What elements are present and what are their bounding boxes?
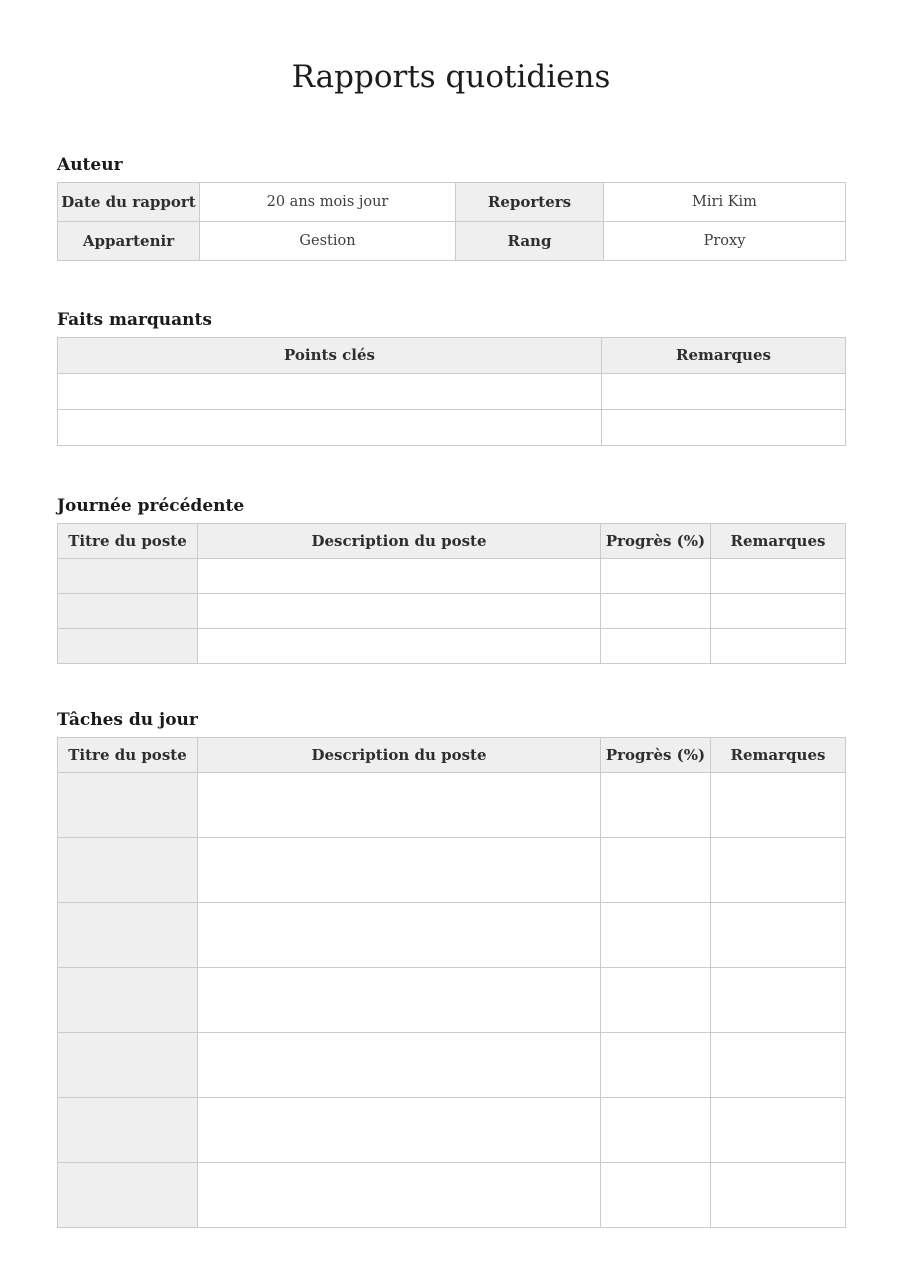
cell-progress[interactable] — [601, 1098, 711, 1163]
col-header-job-title: Titre du poste — [58, 738, 198, 773]
col-header-job-description: Description du poste — [198, 524, 601, 559]
field-label-belong: Appartenir — [58, 221, 200, 260]
cell-progress[interactable] — [601, 629, 711, 664]
col-header-progress: Progrès (%) — [601, 738, 711, 773]
previous-day-table — [57, 523, 846, 664]
cell-progress[interactable] — [601, 559, 711, 594]
col-header-progress: Progrès (%) — [601, 524, 711, 559]
today-tasks-table — [57, 737, 846, 1228]
page-title: Rapports quotidiens — [291, 59, 611, 95]
cell-job-description[interactable] — [198, 903, 601, 968]
col-header-job-title: Titre du poste — [58, 524, 198, 559]
table-row — [58, 559, 846, 594]
cell-progress[interactable] — [601, 903, 711, 968]
cell-progress[interactable] — [601, 1033, 711, 1098]
cell-progress[interactable] — [601, 968, 711, 1033]
cell-job-title[interactable] — [58, 968, 198, 1033]
cell-remarks[interactable] — [602, 409, 846, 445]
cell-job-title[interactable] — [58, 559, 198, 594]
cell-job-title[interactable] — [58, 838, 198, 903]
author-table — [57, 182, 846, 261]
cell-key-points[interactable] — [58, 373, 602, 409]
cell-job-title[interactable] — [58, 1163, 198, 1228]
col-header-key-points: Points clés — [58, 337, 602, 373]
cell-remarks[interactable] — [711, 773, 846, 838]
highlights-table — [57, 337, 846, 446]
section-today-tasks — [57, 709, 845, 1228]
table-row — [58, 773, 846, 838]
cell-job-description[interactable] — [198, 773, 601, 838]
table-header-row — [58, 337, 846, 373]
cell-remarks[interactable] — [711, 968, 846, 1033]
cell-remarks[interactable] — [711, 594, 846, 629]
field-value-belong[interactable]: Gestion — [200, 221, 456, 260]
field-label-reporters: Reporters — [456, 182, 604, 221]
cell-job-title[interactable] — [58, 629, 198, 664]
table-row — [58, 1098, 846, 1163]
report-page — [57, 0, 845, 1228]
table-row — [58, 221, 846, 260]
cell-key-points[interactable] — [58, 409, 602, 445]
cell-remarks[interactable] — [711, 629, 846, 664]
section-highlights — [57, 309, 845, 446]
section-label-today-tasks: Tâches du jour — [57, 710, 198, 731]
cell-job-title[interactable] — [58, 594, 198, 629]
cell-remarks[interactable] — [711, 559, 846, 594]
field-label-report-date: Date du rapport — [58, 182, 200, 221]
cell-job-description[interactable] — [198, 559, 601, 594]
field-value-reporters[interactable]: Miri Kim — [604, 182, 846, 221]
field-label-rank: Rang — [456, 221, 604, 260]
section-previous-day — [57, 495, 845, 664]
table-row — [58, 629, 846, 664]
cell-progress[interactable] — [601, 1163, 711, 1228]
cell-progress[interactable] — [601, 838, 711, 903]
field-value-report-date[interactable]: 20 ans mois jour — [200, 182, 456, 221]
cell-job-title[interactable] — [58, 1098, 198, 1163]
table-row — [58, 838, 846, 903]
table-row — [58, 903, 846, 968]
cell-progress[interactable] — [601, 594, 711, 629]
cell-job-description[interactable] — [198, 838, 601, 903]
field-value-rank[interactable]: Proxy — [604, 221, 846, 260]
cell-job-description[interactable] — [198, 1033, 601, 1098]
section-label-author: Auteur — [57, 154, 123, 175]
cell-remarks[interactable] — [711, 1163, 846, 1228]
col-header-remarks: Remarques — [602, 337, 846, 373]
table-row — [58, 409, 846, 445]
section-label-previous-day: Journée précédente — [57, 495, 245, 516]
table-row — [58, 1163, 846, 1228]
table-row — [58, 182, 846, 221]
section-author — [57, 154, 845, 261]
cell-job-title[interactable] — [58, 773, 198, 838]
cell-job-description[interactable] — [198, 594, 601, 629]
cell-remarks[interactable] — [711, 903, 846, 968]
cell-job-title[interactable] — [58, 903, 198, 968]
cell-job-description[interactable] — [198, 968, 601, 1033]
cell-remarks[interactable] — [602, 373, 846, 409]
cell-remarks[interactable] — [711, 838, 846, 903]
table-row — [58, 1033, 846, 1098]
table-row — [58, 373, 846, 409]
cell-job-description[interactable] — [198, 629, 601, 664]
cell-remarks[interactable] — [711, 1098, 846, 1163]
cell-remarks[interactable] — [711, 1033, 846, 1098]
table-header-row — [58, 738, 846, 773]
col-header-remarks: Remarques — [711, 524, 846, 559]
section-label-highlights: Faits marquants — [57, 309, 212, 330]
table-row — [58, 968, 846, 1033]
cell-job-description[interactable] — [198, 1163, 601, 1228]
table-header-row — [58, 524, 846, 559]
col-header-job-description: Description du poste — [198, 738, 601, 773]
cell-job-title[interactable] — [58, 1033, 198, 1098]
col-header-remarks: Remarques — [711, 738, 846, 773]
cell-progress[interactable] — [601, 773, 711, 838]
table-row — [58, 594, 846, 629]
cell-job-description[interactable] — [198, 1098, 601, 1163]
